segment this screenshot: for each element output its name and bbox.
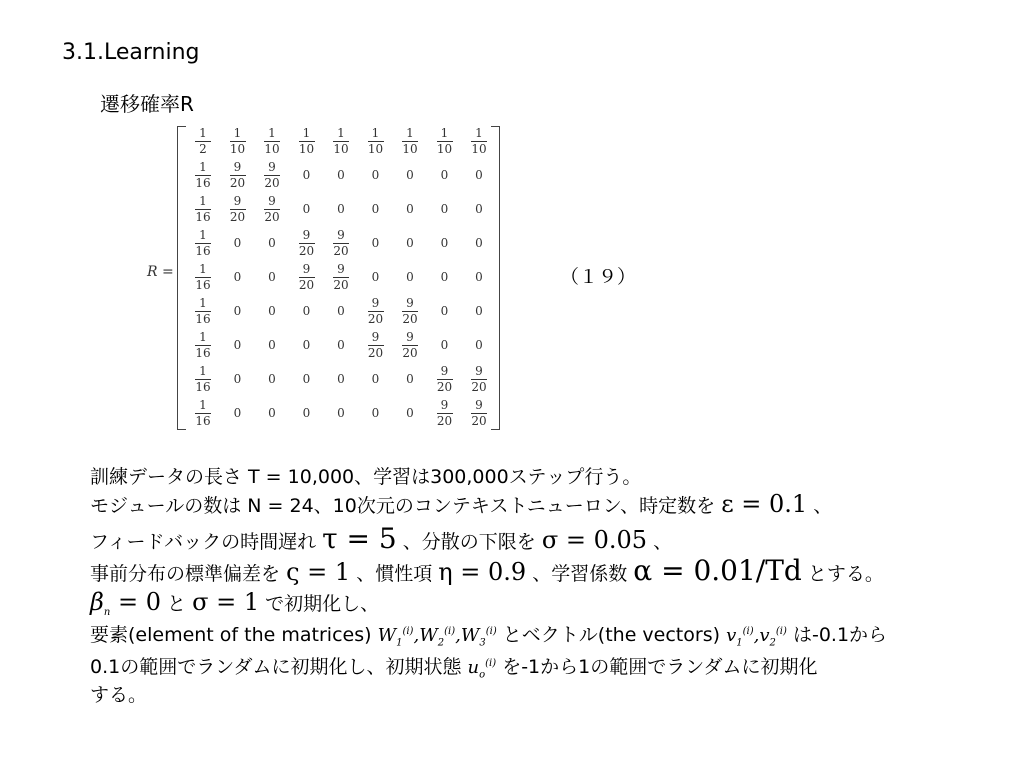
matrix-entry: 0 <box>406 202 414 216</box>
matrix-entry: $\frac{1}{2}$ <box>185 124 221 158</box>
matrix-entry: $\frac{9}{20}$ <box>471 363 487 394</box>
matrix-entry: 0 <box>406 168 414 182</box>
matrix-elements-line <box>90 620 887 649</box>
module-count-text: モジュールの数は N = 24、10次元のコンテキストニューロン、時定数を <box>90 495 716 517</box>
matrix-entry: 0 <box>475 202 483 216</box>
matrix-entry: 0 <box>440 304 449 318</box>
matrix-entry: 0 <box>337 406 345 420</box>
matrix-entry: 0 <box>440 236 449 250</box>
beta-subscript: n <box>103 606 111 618</box>
matrix-entry: $\frac{1}{10}$ <box>229 125 246 156</box>
matrix-entry: 0 <box>440 168 449 182</box>
matrix-entry: $\frac{9}{20}$ <box>229 193 246 224</box>
matrix-entry: 0 <box>440 202 449 216</box>
matrix-entry: $\frac{1}{10}$ <box>436 125 453 156</box>
weight-matrices-formula: $W_1^{(i)},W_2^{(i)},W_3^{(i)}$ <box>377 625 497 649</box>
matrix-entry: 0 <box>233 372 242 386</box>
matrix-entry: 0 <box>371 372 380 386</box>
initialization-line <box>90 588 379 618</box>
matrix-entry: 0 <box>268 304 276 318</box>
feedback-delay-text: フィードバックの時間遅れ <box>90 531 317 553</box>
equation-number: （１９） <box>560 266 637 288</box>
initialization-suffix: で初期化し、 <box>265 593 380 615</box>
section-heading: 3.1.Learning <box>62 40 200 65</box>
matrix-entry: 0 <box>268 270 276 284</box>
matrix-entry: $\frac{9}{20}$ <box>436 363 453 394</box>
matrix-entry: $\frac{1}{10}$ <box>264 125 280 156</box>
matrix-entry: 0 <box>268 406 276 420</box>
epsilon-formula: ε = 0.1 <box>721 490 808 518</box>
range-text: は-0.1から <box>792 624 888 646</box>
and-text: と <box>167 593 187 615</box>
matrix-entry: $\frac{1}{10}$ <box>298 125 315 156</box>
prior-std-line <box>90 554 884 587</box>
matrix-entry: 0 <box>371 270 380 284</box>
matrix-entry: $\frac{9}{20}$ <box>333 227 349 258</box>
matrix-entry: 0 <box>337 304 345 318</box>
matrix-entry: 0 <box>371 168 380 182</box>
matrix-entry: 0 <box>302 168 311 182</box>
matrix-entry: $\frac{1}{16}$ <box>195 261 211 292</box>
matrix-entry: 0 <box>371 202 380 216</box>
matrix-entry: $\frac{9}{20}$ <box>471 397 487 428</box>
alpha-formula: α = 0.01/Td <box>633 554 802 587</box>
matrix-entry: 0 <box>233 270 242 284</box>
varsigma-formula: ς = 1 <box>286 558 351 586</box>
matrix-entry: 0 <box>268 338 276 352</box>
vectors-formula: $v_1^{(i)},v_2^{(i)}$ <box>726 625 787 649</box>
matrix-entry: $\frac{9}{20}$ <box>298 227 315 258</box>
matrix-entry: 0 <box>475 338 483 352</box>
matrix-entry: $\frac{1}{16}$ <box>195 329 211 360</box>
matrix-entry: 0 <box>371 236 380 250</box>
matrix-entry: 0 <box>440 270 449 284</box>
transition-probability-label: 遷移確率R <box>100 92 194 116</box>
beta-symbol: β <box>90 588 104 616</box>
matrix-entry: 0 <box>302 406 311 420</box>
matrix-entry: 0 <box>440 338 449 352</box>
initial-state-range-text: を-1から1の範囲でランダムに初期化 <box>502 656 818 678</box>
matrix-entry: $\frac{9}{20}$ <box>367 329 384 360</box>
matrix-elements-text: 要素(element of the matrices) <box>90 624 372 646</box>
matrix-entry: $\frac{9}{20}$ <box>402 329 418 360</box>
sigma-init-formula: σ = 1 <box>192 588 260 616</box>
matrix-entry: 0 <box>406 406 414 420</box>
matrix-entry: 0 <box>268 372 276 386</box>
matrix-entry: 0 <box>233 338 242 352</box>
initial-state-line <box>90 652 817 681</box>
matrix-entry: $\frac{1}{16}$ <box>195 227 211 258</box>
matrix-entry: $\frac{1}{16}$ <box>195 363 211 394</box>
matrix-entry: $\frac{9}{20}$ <box>367 295 384 326</box>
matrix-entry: $\frac{9}{20}$ <box>402 295 418 326</box>
matrix-entry: 0 <box>233 406 242 420</box>
initial-state-formula: $u_o^{(i)}$ <box>467 657 497 681</box>
matrix-entry: 0 <box>337 168 345 182</box>
matrix-entry: 0 <box>406 372 414 386</box>
matrix-entry: $\frac{1}{10}$ <box>367 125 384 156</box>
matrix-entry: 0 <box>337 202 345 216</box>
matrix-label: R = <box>147 264 174 280</box>
matrix-entry: 0 <box>302 202 311 216</box>
matrix-entry: 0 <box>337 372 345 386</box>
matrix-entry: $\frac{1}{16}$ <box>195 397 211 428</box>
prior-std-text: 事前分布の標準偏差を <box>90 563 281 585</box>
matrix-entry: 0 <box>475 304 483 318</box>
inertia-text: 、慣性項 <box>356 563 433 585</box>
matrix-entry: $\frac{1}{10}$ <box>333 125 349 156</box>
final-line: する。 <box>90 684 148 706</box>
eta-formula: η = 0.9 <box>438 558 527 586</box>
sigma-formula: σ = 0.05 <box>541 526 648 554</box>
matrix-entry: 0 <box>302 338 311 352</box>
tau-formula: τ = 5 <box>322 522 397 555</box>
matrix-entry: 0 <box>371 406 380 420</box>
matrix-entry: 0 <box>337 338 345 352</box>
matrix-entry: 0 <box>268 236 276 250</box>
module-count-suffix: 、 <box>813 495 833 517</box>
vectors-text: とベクトル(the vectors) <box>502 624 721 646</box>
matrix-entry: $\frac{9}{20}$ <box>264 159 280 190</box>
matrix-entry: 0 <box>475 168 483 182</box>
feedback-delay-line <box>90 522 672 555</box>
learning-rate-text: 、学習係数 <box>532 563 628 585</box>
matrix-entry: 0 <box>475 270 483 284</box>
matrix-entry: $\frac{9}{20}$ <box>333 261 349 292</box>
transition-matrix <box>145 124 505 432</box>
initial-state-text: 0.1の範囲でランダムに初期化し、初期状態 <box>90 656 462 678</box>
prior-std-suffix: とする。 <box>807 563 884 585</box>
variance-lower-bound-text: 、分散の下限を <box>402 531 536 553</box>
matrix-entry: 0 <box>233 236 242 250</box>
matrix-entry: 0 <box>302 304 311 318</box>
matrix-entry: $\frac{9}{20}$ <box>436 397 453 428</box>
feedback-delay-suffix: 、 <box>653 531 673 553</box>
matrix-entry: $\frac{1}{16}$ <box>195 159 211 190</box>
matrix-entry: $\frac{9}{20}$ <box>264 193 280 224</box>
matrix-entry: 0 <box>302 372 311 386</box>
matrix-entry: $\frac{1}{10}$ <box>402 125 418 156</box>
matrix-entry: 0 <box>475 236 483 250</box>
matrix-entry: $\frac{9}{20}$ <box>229 159 246 190</box>
matrix-entry: $\frac{1}{10}$ <box>471 125 487 156</box>
module-count-line <box>90 490 832 518</box>
beta-formula: = 0 <box>110 588 161 616</box>
matrix-entry: 0 <box>233 304 242 318</box>
matrix-entry: 0 <box>406 270 414 284</box>
matrix-entry: $\frac{9}{20}$ <box>298 261 315 292</box>
matrix-entry: $\frac{1}{16}$ <box>195 193 211 224</box>
matrix-entry: 0 <box>406 236 414 250</box>
matrix-entry: $\frac{1}{16}$ <box>195 295 211 326</box>
training-length-line: 訓練データの長さ T = 10,000、学習は300,000ステップ行う。 <box>90 466 642 488</box>
